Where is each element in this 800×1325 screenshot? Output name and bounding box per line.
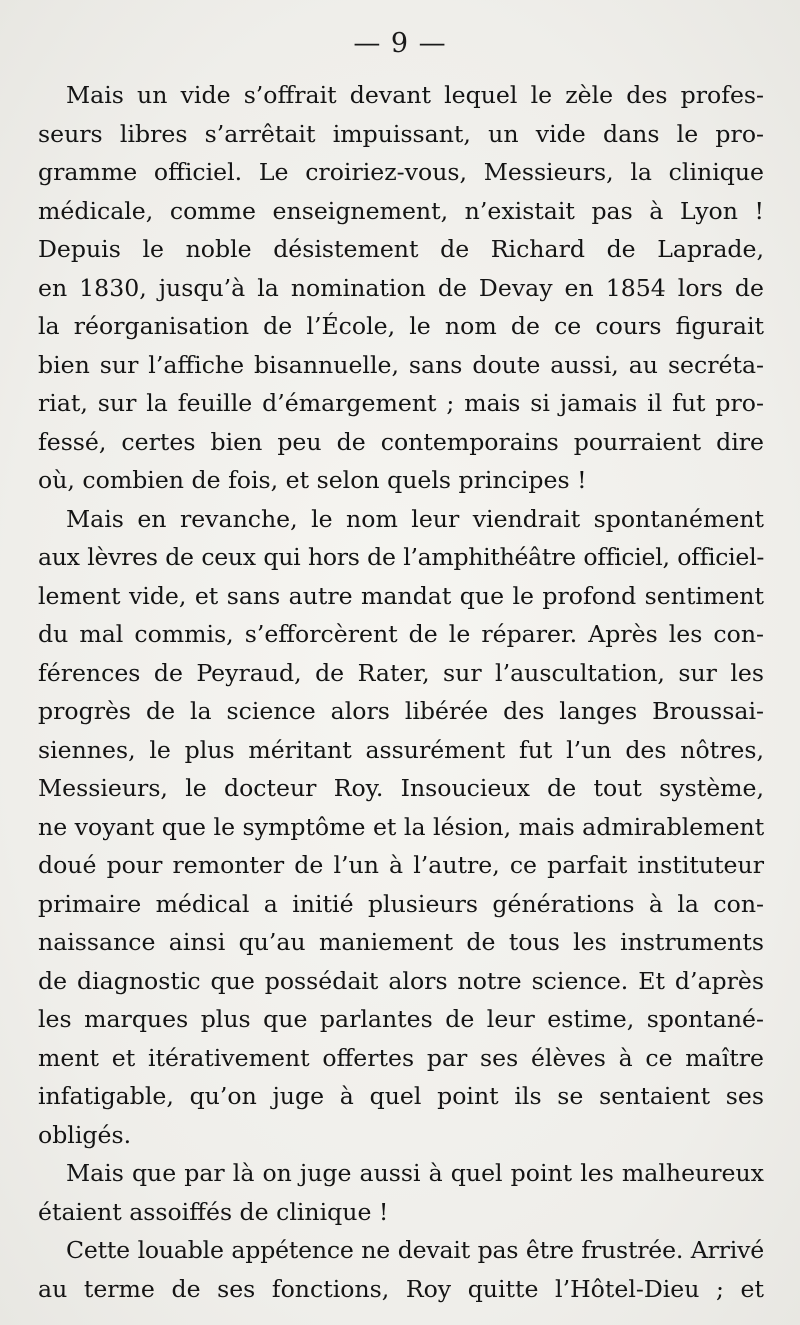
text-line: médicale, comme enseignement, n’existait pas à Lyon !: [38, 196, 764, 225]
text-line: du mal commis, s’efforcèrent de le réparer. Après les con-: [38, 620, 764, 648]
page-number: — 9 —: [353, 28, 447, 59]
text-line: férences de Peyraud, de Rater, sur l’auscultation, sur les: [38, 658, 764, 687]
text-line: Mais un vide s’offrait devant lequel le zèle des profes-: [66, 81, 764, 109]
text-line: seurs libres s’arrêtait impuissant, un vide dans le pro-: [38, 119, 764, 148]
text-line: riat, sur la feuille d’émargement ; mais si jamais il fut pro-: [38, 389, 764, 417]
paragraph: [38, 500, 764, 1155]
text-line: Mais en revanche, le nom leur viendrait spontanément: [66, 504, 764, 533]
text-line: naissance ainsi qu’au maniement de tous les instruments: [38, 928, 764, 956]
text-line: gramme officiel. Le croiriez-vous, Messieurs, la clinique: [38, 158, 764, 186]
text-line: Depuis le noble désistement de Richard de Laprade,: [38, 235, 764, 263]
text-line: Cette louable appétence ne devait pas être frustrée. Arrivé: [66, 1236, 764, 1264]
text-line: fessé, certes bien peu de contemporains pourraient dire: [38, 427, 764, 456]
text-line: progrès de la science alors libérée des langes Broussai-: [38, 697, 764, 725]
text-line: infatigable, qu’on juge à quel point ils se sentaient ses: [38, 1082, 764, 1110]
text-line: aux lèvres de ceux qui hors de l’amphithéâtre officiel, officiel-: [38, 543, 764, 571]
text-line: lement vide, et sans autre mandat que le profond sentiment: [38, 581, 764, 610]
text-line: Mais que par là on juge aussi à quel point les malheureux: [66, 1159, 764, 1187]
text-line: les marques plus que parlantes de leur estime, spontané-: [38, 1005, 764, 1033]
paragraph: [38, 1231, 764, 1308]
text-line: la réorganisation de l’École, le nom de ce cours figurait: [38, 312, 764, 340]
paragraph: [38, 76, 764, 500]
text-line: où, combien de fois, et selon quels principes !: [38, 466, 587, 494]
text-line: ne voyant que le symptôme et la lésion, mais admirablement: [38, 812, 765, 841]
text-line: bien sur l’affiche bisannuelle, sans doute aussi, au secréta-: [38, 350, 764, 379]
text-line: Messieurs, le docteur Roy. Insoucieux de tout système,: [38, 774, 764, 802]
text-line: primaire médical a initié plusieurs générations à la con-: [38, 889, 764, 918]
text-line: siennes, le plus méritant assurément fut l’un des nôtres,: [38, 735, 764, 764]
text-line: ment et itérativement offertes par ses élèves à ce maître: [38, 1043, 764, 1072]
text-line: doué pour remonter de l’un à l’autre, ce parfait instituteur: [38, 851, 764, 879]
paragraph: [38, 1154, 764, 1231]
text-line: étaient assoiffés de clinique !: [38, 1197, 389, 1226]
text-line: obligés.: [38, 1120, 132, 1149]
text-line: en 1830, jusqu’à la nomination de Devay en 1854 lors de: [38, 273, 764, 302]
body-text: [38, 76, 764, 1308]
text-line: de diagnostic que possédait alors notre science. Et d’après: [38, 966, 764, 995]
text-line: au terme de ses fonctions, Roy quitte l’Hôtel-Dieu ; et: [38, 1274, 764, 1303]
